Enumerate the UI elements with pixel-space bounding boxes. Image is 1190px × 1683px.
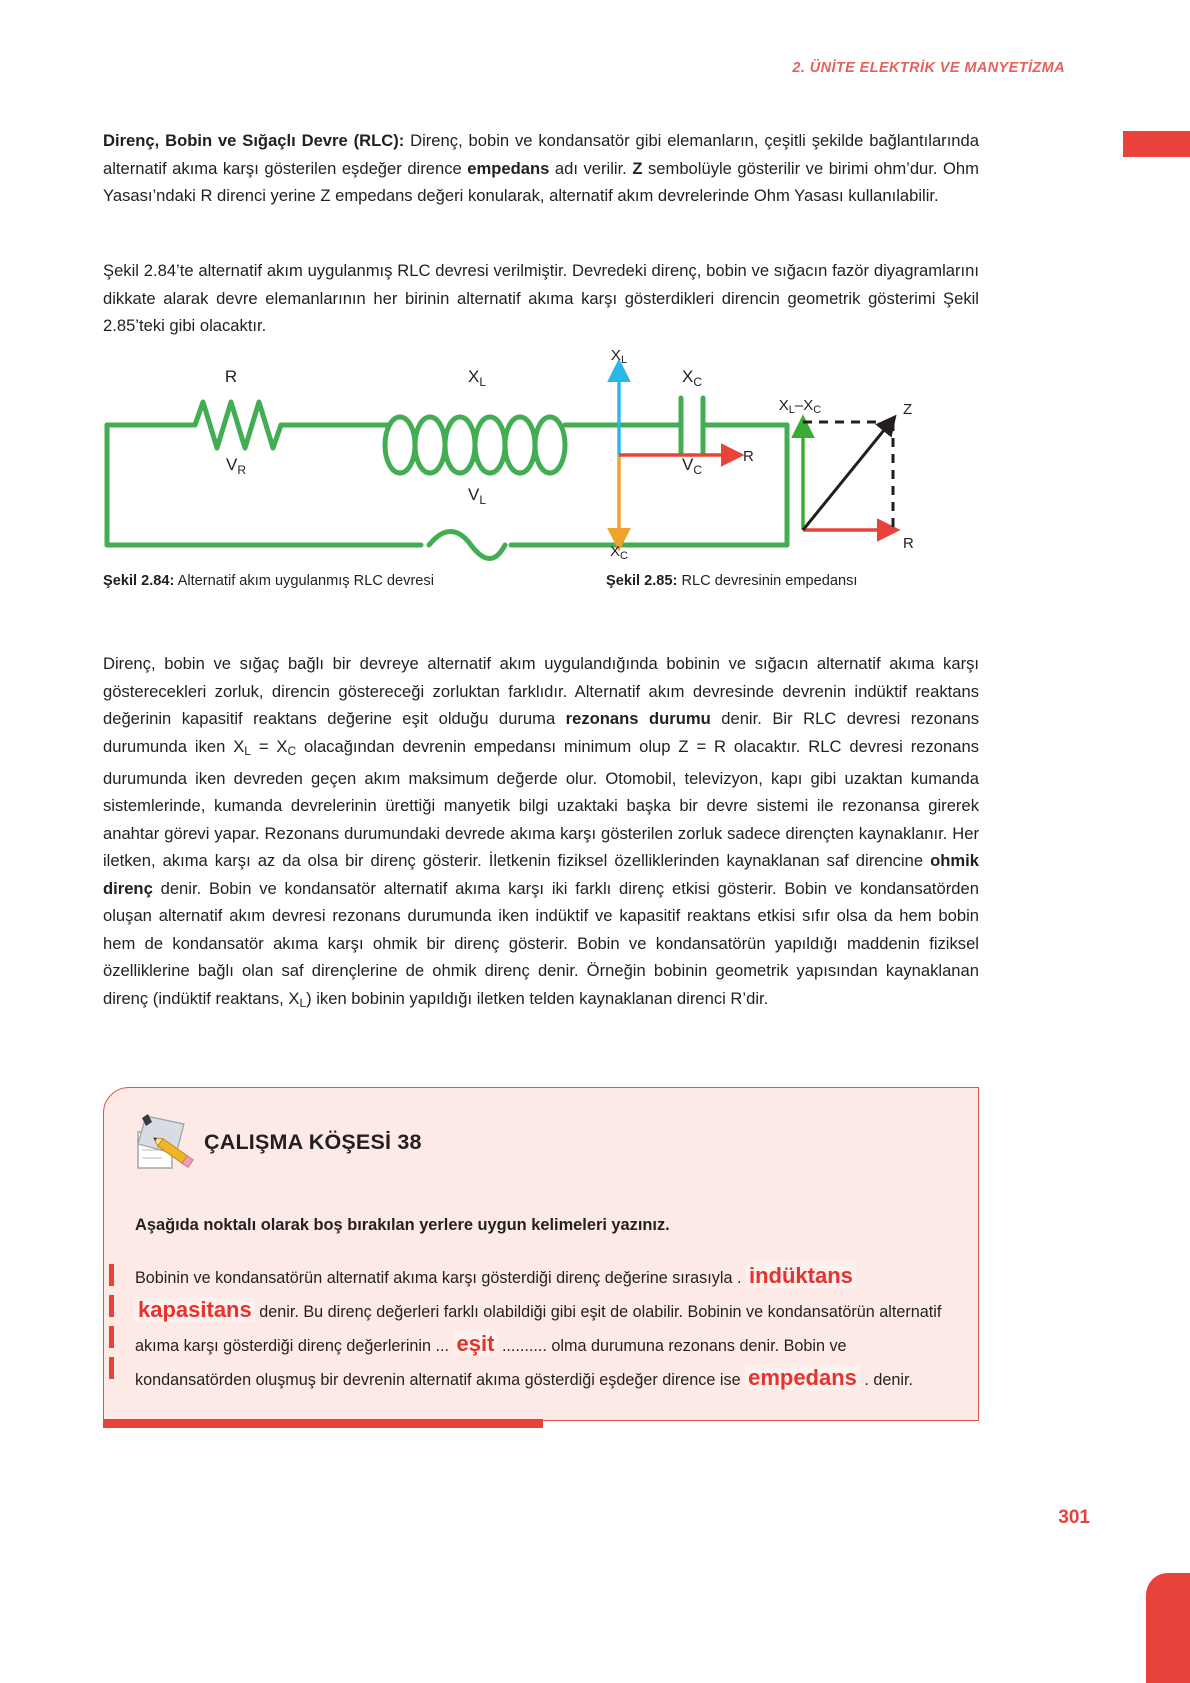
p3-bold-ohmik: ohmik direnç [103, 851, 979, 898]
figures-svg [103, 340, 979, 590]
study-corner-body [135, 1260, 949, 1396]
notebook-pencil-icon [132, 1110, 198, 1176]
fill-text-3: .......... olma durumuna rezonans denir. Bobin ve kondansatörden oluşmuş bir devrenin alternatif akıma gösterdiği eşdeğer dirence ise [135, 1337, 847, 1389]
label-vl: $V_L$ [467, 485, 487, 507]
p1-text-1: Direnç, bobin ve kondansatör gibi elemanların, çeşitli şekilde bağlantılarında alternatif akıma karşı gösterilen eşdeğer dirence [103, 131, 979, 178]
fill-text-2: denir. Bu direnç değerleri farklı olabildiği gibi eşit de olabilir. Bobinin ve kondansatörün alternatif akıma karşı gösterdiği direnç değerlerinin ... [135, 1303, 942, 1355]
answer-induktans: indüktans [746, 1263, 856, 1288]
study-corner-title: ÇALIŞMA KÖŞESİ 38 [204, 1130, 422, 1154]
paragraph-rlc-definition [103, 127, 979, 210]
answer-empedans: empedans [745, 1365, 860, 1390]
label-triangle-r: R [903, 535, 914, 552]
label-xl: $X_L$ [467, 367, 487, 389]
answer-kapasitans: kapasitans [135, 1297, 255, 1322]
p3-text-4: olacağından devrenin empedansı minimum olup Z = R olacaktır. RLC devresi rezonans durumunda iken devreden geçen akım maksimum değerde olur. Otomobil, televizyon, kapı gibi uzaktan kumanda sistemlerinde, kumanda devrelerinin ürettiği manyetik bilgi uzaktaki başka bir devre sistemi ile rezonansa girerek anahtar görevi yapar. Rezonans durumundaki devrede akıma karşı gösterilen zorluk sadece dirençten kaynaklanır. Her iletken, akıma karşı az da olsa bir direnç gösterir. İletkenin fiziksel özelliklerinden kaynaklanan saf direncine [103, 736, 980, 871]
page-number: 301 [1058, 1507, 1090, 1528]
study-corner-bottom-bar [103, 1419, 543, 1428]
figures-container [103, 340, 979, 600]
figure-rlc-circuit [107, 398, 787, 559]
label-vc: $V_C$ [681, 455, 703, 477]
p3-text-1: Direnç, bobin ve sığaç bağlı bir devreye alternatif akım uygulandığında bobinin ve sığacın alternatif akıma karşı gösterecekleri zorluk, direncin göstereceği zorluktan farklıdır. Alternatif akım devresinde devrenin indüktif reaktans değerinin kapasitif reaktans değerine eşit olduğu duruma [103, 654, 979, 728]
header-red-tab [1123, 131, 1190, 157]
p3-bold-rezonans: rezonans durumu [565, 709, 711, 728]
p3-text-2: denir. Bir RLC devresi rezonans durumunda iken X [103, 709, 979, 756]
margin-tick-3 [109, 1326, 114, 1348]
p3-sub-l: L [244, 743, 251, 758]
caption-284-label: Şekil 2.84: [103, 573, 175, 589]
label-xc: $X_C$ [681, 367, 703, 389]
p1-bold-z: Z [632, 158, 643, 178]
p1-text-2: adı verilir. [549, 158, 633, 178]
margin-tick-1 [109, 1264, 114, 1286]
paragraph-resonance [103, 650, 979, 1017]
figure-impedance-triangle [779, 397, 914, 552]
fill-text-4: . denir. [864, 1371, 913, 1389]
label-axis-xc: $X_C$ [610, 543, 628, 562]
fill-text-1: Bobinin ve kondansatörün alternatif akıma karşı gösterdiği direnç değerine sırasıyla . [135, 1269, 742, 1287]
margin-tick-4 [109, 1357, 114, 1379]
caption-sekil-285 [606, 573, 858, 589]
p1-text-3: sembolüyle gösterilir ve birimi ohm’dur. Ohm Yasası’ndaki R direnci yerine Z empedans değeri konularak, alternatif akım devrelerinde Ohm Yasası kullanılabilir. [103, 158, 979, 205]
caption-284-text: Alternatif akım uygulanmış RLC devresi [174, 573, 434, 589]
rlc-lead-in: Direnç, Bobin ve Sığaçlı Devre (RLC): [103, 131, 405, 150]
p3-text-3: = X [250, 736, 288, 756]
caption-sekil-284 [103, 573, 434, 589]
answer-esit: eşit [454, 1331, 498, 1356]
margin-tick-2 [109, 1295, 114, 1317]
p3-text-5: denir. Bobin ve kondansatör alternatif akıma karşı iki farklı direnç etkisi gösterir. Bobin ve kondansatörden oluşan alternatif akım devresi rezonans durumunda iken indüktif ve kapasitif reaktans etkisi sıfır olsa da hem bobin hem de kondansatör akıma karşı ohmik bir direnç gösterir. Bobin ve kondansatörün yapıldığı maddenin fiziksel özelliklerine bağlı olan saf dirençlerine de ohmik direnç denir. Örneğin bobinin geometrik yapısından kaynaklanan direnç (indüktif reaktans, X [103, 878, 979, 1008]
p1-bold-empedans: empedans [467, 158, 550, 178]
p3-sub-l2: L [299, 995, 307, 1010]
label-xl-minus-xc: $X_L-X_C$ [778, 397, 822, 416]
caption-285-text: RLC devresinin empedansı [677, 573, 858, 589]
unit-header-label: 2. ÜNİTE ELEKTRİK VE MANYETİZMA [792, 60, 1065, 76]
label-z: Z [903, 401, 913, 418]
paragraph-figure-intro: Şekil 2.84’te alternatif akım uygulanmış RLC devresi verilmiştir. Devredeki direnç, bobin ve sığacın fazör diyagramlarını dikkate alarak devre elemanlarının her birinin alternatif akıma karşı gösterdikleri direncin geometrik gösterimi Şekil 2.85’teki gibi olacaktır. [103, 261, 979, 335]
study-corner-box [103, 1087, 979, 1421]
p3-sub-c: C [287, 743, 297, 758]
caption-285-label: Şekil 2.85: [606, 573, 678, 589]
study-corner-instruction: Aşağıda noktalı olarak boş bırakılan yerlere uygun kelimeleri yazınız. [135, 1216, 670, 1234]
label-resistor: R [224, 367, 238, 386]
label-axis-r: R [743, 448, 754, 465]
p3-text-6: ) iken bobinin yapıldığı iletken telden kaynaklanan direnci R’dir. [306, 988, 769, 1008]
label-vr: $V_R$ [225, 455, 247, 477]
corner-red-mark [1146, 1573, 1190, 1683]
label-axis-xl: $X_L$ [610, 347, 628, 366]
